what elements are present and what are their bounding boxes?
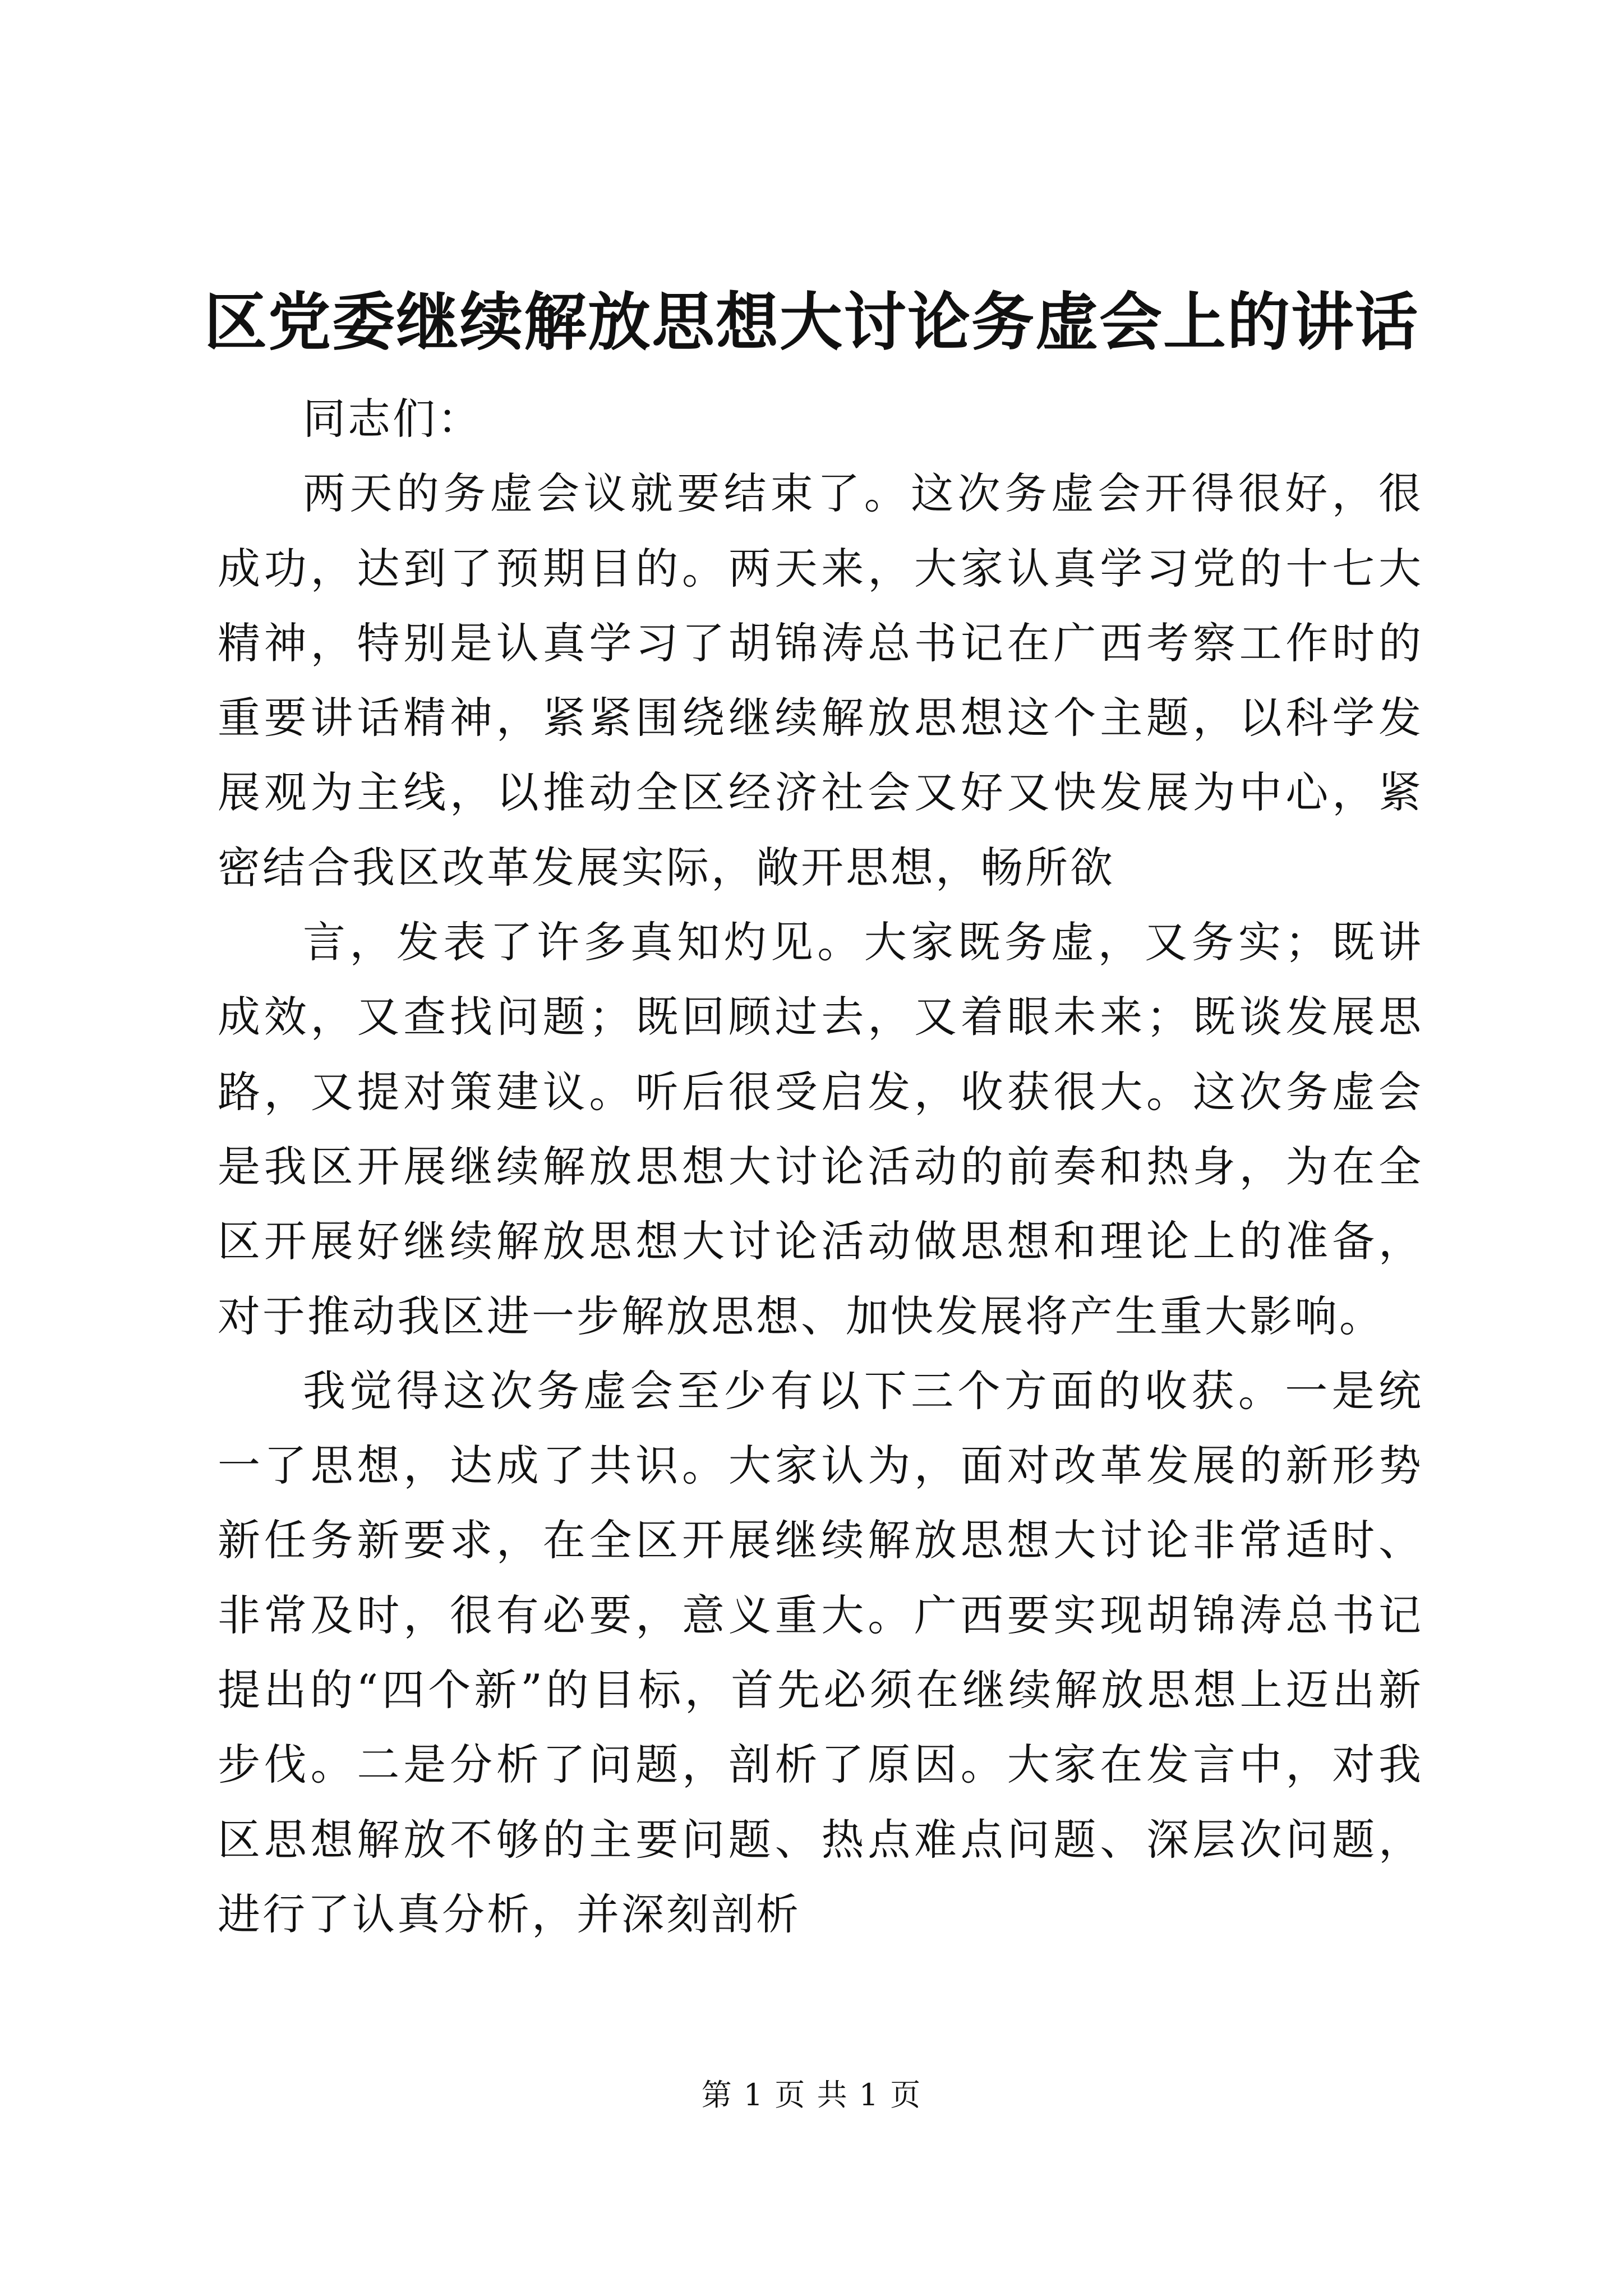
salutation-paragraph: 同志们： <box>303 394 482 444</box>
document-body <box>218 381 1423 1952</box>
page-number-label: 第 1 页 共 1 页 <box>701 2077 922 2113</box>
body-paragraph-2: 言，发表了许多真知灼见。大家既务虚，又务实；既讲成效，又查找问题；既回顾过去，又着眼未来；既谈发展思路，又提对策建议。听后很受启发，收获很大。这次务虚会是我区开展继续解放思想大讨论活动的前奏和热身，为在全区开展好继续解放思想大讨论活动做思想和理论上的准备，对于推动我区进一步解放思想、加快发展将产生重大影响。 <box>218 917 1423 1341</box>
page-footer <box>0 2076 1623 2115</box>
body-paragraph-3: 我觉得这次务虚会至少有以下三个方面的收获。一是统一了思想，达成了共识。大家认为，面对改革发展的新形势新任务新要求，在全区开展继续解放思想大讨论非常适时、非常及时，很有必要，意义重大。广西要实现胡锦涛总书记提出的“四个新”的目标，首先必须在继续解放思想上迈出新步伐。二是分析了问题，剖析了原因。大家在发言中，对我区思想解放不够的主要问题、热点难点问题、深层次问题，进行了认真分析，并深刻剖析 <box>218 1365 1423 1939</box>
body-paragraph-1: 两天的务虚会议就要结束了。这次务虚会开得很好，很成功，达到了预期目的。两天来，大家认真学习党的十七大精神，特别是认真学习了胡锦涛总书记在广西考察工作时的重要讲话精神，紧紧围绕继续解放思想这个主题，以科学发展观为主线，以推动全区经济社会又好又快发展为中心，紧密结合我区改革发展实际，敞开思想，畅所欲 <box>218 468 1423 892</box>
document-title: 区党委继续解放思想大讨论务虚会上的讲话 <box>204 286 1419 359</box>
